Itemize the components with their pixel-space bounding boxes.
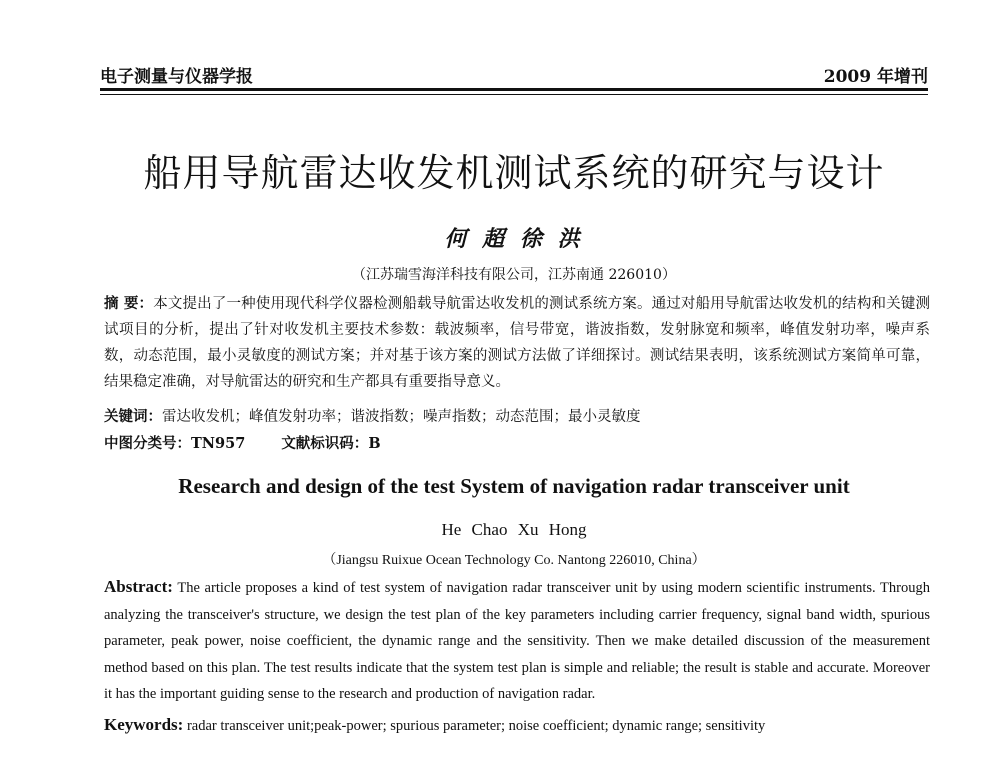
affiliation-cn: （江苏瑞雪海洋科技有限公司，江苏南通 226010） bbox=[352, 267, 676, 283]
abstract-cn-text: 本文提出了一种使用现代科学仪器检测船载导航雷达收发机的测试系统方案。通过对船用导航雷达收发机的结构和关键测试项目的分析，提出了针对收发机主要技术参数：载波频率，信号带宽，谐波指数，发射脉宽和频率，峰值发射功率，噪声系数，动态范围，最小灵敏度的测试方案；并对基于该方案的测试方法做了详细探讨。测试结果表明，该系统测试方案简单可靠，结果稳定准确，对导航雷达的研究和生产都具有重要指导意义。 bbox=[104, 296, 930, 390]
keywords-cn-label: 关键词： bbox=[104, 408, 162, 425]
classification-label: 中图分类号： bbox=[104, 435, 191, 452]
abstract-en-label: Abstract: bbox=[104, 577, 173, 596]
keywords-en bbox=[104, 715, 930, 735]
keywords-cn-text: 雷达收发机；峰值发射功率；谐波指数；噪声指数；动态范围；最小灵敏度 bbox=[162, 409, 641, 425]
affiliation-en: （Jiangsu Ruixue Ocean Technology Co. Nantong 226010, China） bbox=[322, 553, 706, 568]
keywords-cn bbox=[104, 405, 930, 426]
authors-cn: 何 超 徐 洪 bbox=[444, 226, 584, 252]
abstract-cn-label: 摘 要： bbox=[104, 295, 154, 312]
paper-title-cn: 船用导航雷达收发机测试系统的研究与设计 bbox=[143, 151, 885, 195]
doc-code-label: 文献标识码： bbox=[281, 435, 369, 452]
keywords-en-label: Keywords: bbox=[104, 715, 184, 734]
authors-en: He Chao Xu Hong bbox=[441, 520, 587, 539]
abstract-cn bbox=[104, 291, 930, 395]
header-rule-thin bbox=[100, 94, 928, 95]
running-header bbox=[100, 62, 928, 87]
doc-code-value: B bbox=[368, 435, 381, 452]
paper-title-en: Research and design of the test System of navigation radar transceiver unit bbox=[178, 474, 850, 498]
abstract-en bbox=[104, 574, 930, 708]
keywords-en-text: radar transceiver unit;peak-power; spurious parameter; noise coefficient; dynamic range; sensitivity bbox=[186, 718, 766, 734]
header-rule bbox=[100, 88, 928, 91]
classification-line bbox=[104, 432, 930, 453]
journal-name: 电子测量与仪器学报 bbox=[100, 67, 253, 87]
classification-value: TN957 bbox=[191, 435, 246, 452]
issue-label: 2009 年增刊 bbox=[823, 67, 928, 87]
abstract-en-text: The article proposes a kind of test system of navigation radar transceiver unit by using modern scientific instruments. Through analyzing the transceiver's structure, we design the test plan of the key parameters including carrier frequency, signal band width, spurious parameter, peak power, noise coefficient, the dynamic range and the sensitivity. Then we make detailed discussion of the measurement method based on this plan. The test results indicate that the system test plan is simple and reliable; the result is stable and accurate. Moreover it has the important guiding sense to the research and production of navigation radar. bbox=[104, 580, 930, 702]
